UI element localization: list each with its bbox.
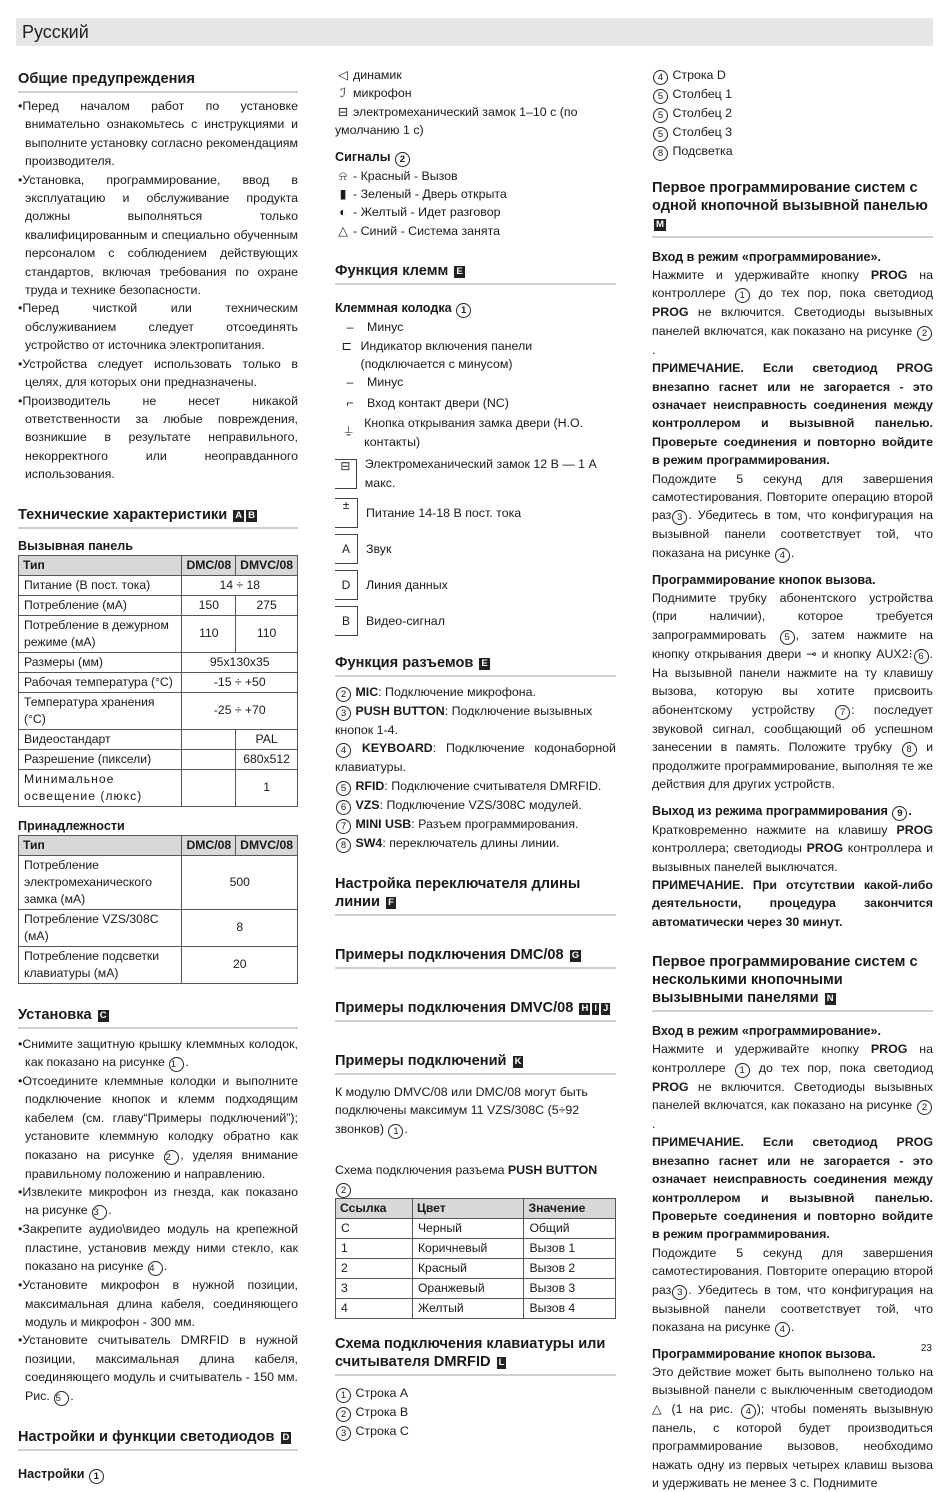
column-1 [18, 66, 298, 1484]
list-item: • Устройства следует использовать только в целях, для которых они предназначены. [18, 355, 298, 392]
programming-multi-title: Первое программирование систем с несколькими кнопочными вызывными панелями N [652, 949, 933, 1012]
settings-subtitle: Настройки 1 [18, 1465, 298, 1484]
terminal-item: B Видео-сигнал [335, 606, 616, 636]
terminal-item: D Линия данных [335, 570, 616, 600]
table-row: 1 Коричневый Вызов 1 [336, 1238, 616, 1258]
microphone-icon: ℐ [340, 86, 346, 101]
table-row: Рабочая температура (°C) -15 ÷ +50 [19, 672, 298, 692]
table-row: Размеры (мм) 95x130x35 [19, 652, 298, 672]
connector-item: 4 KEYBOARD: Подключение кодонаборной клавиатуры. [335, 741, 616, 775]
keyboard-pin-item: 1 Строка A [335, 1384, 616, 1403]
signal-item: ⍾ - Красный - Вызов [335, 167, 616, 185]
list-item: • Установите считыватель DMRFID в нужной позиции, максимальная длина кабеля, соединяющего модуль и считыватель - 150 мм. Рис. 5 . [18, 1331, 298, 1405]
terminal-item: ± Питание 14-18 В пост. тока [335, 498, 616, 528]
table-header: DMC/08 [182, 835, 236, 855]
tag-k: K [514, 1055, 522, 1067]
accessories-table [18, 835, 298, 984]
enter-programming-text: Нажмите и удерживайте кнопку PROG на контроллере 1 до тех пор, пока светодиод PROG не включится. Светодиоды вызывных панелей включатся, как показано на рисунке 2. [652, 268, 933, 357]
table-header: DMVC/08 [236, 555, 298, 575]
connector-item: 2 MIC: Подключение микрофона. [335, 683, 616, 702]
enter-programming-wait: Подождите 5 секунд для завершения самотестирования. Повторите операцию второй раз 3 . Убедитесь в том, что конфигурация на вызывной панели соответствует той, что показана на рисунке 4 . [652, 471, 933, 561]
table-row: Потребление VZS/308C (мА) 8 [19, 909, 298, 946]
table-row: 4 Желтый Вызов 4 [336, 1298, 616, 1318]
keyboard-pin-item: 8 Подсветка [652, 142, 933, 161]
table-header: DMC/08 [182, 555, 236, 575]
aux-icon: ⁝ [908, 646, 913, 661]
panel-subtitle: Вызывная панель [18, 538, 134, 553]
connector-item: 8 SW4: переключатель длины линии. [335, 834, 616, 853]
key-icon: ⊸ [806, 646, 817, 661]
terminal-item: – Минус [346, 375, 404, 390]
enter-programming-text-2: Нажмите и удерживайте кнопку PROG на контроллере 1 до тех пор, пока светодиод PROG не включится. Светодиоды вызывных панелей включатся, как показано на рисунке 2. [652, 1042, 933, 1131]
keyboard-pin-item: 5 Столбец 3 [652, 123, 933, 142]
examples-dmvc-title: Примеры подключения DMVC/08 H I J [335, 995, 616, 1022]
tag-g: G [571, 949, 580, 961]
table-row: Температура хранения (°C) -25 ÷ +70 [19, 692, 298, 729]
list-item: • Перед началом работ по установке внимательно ознакомьтесь с инструкциями и выполните установку согласно рекомендациям производителя. [18, 97, 298, 171]
list-item: • Закрепите аудио\видео модуль на крепежной пластине, установив между ними стекло, как показано на рисунке 4 . [18, 1220, 298, 1276]
tag-c: C [99, 1009, 107, 1021]
tag-n: N [826, 993, 834, 1005]
examples-title: Примеры подключений K [335, 1048, 616, 1075]
call-programming-text-2: Это действие может быть выполнено только на вызывной панели с выключенным светодиодом △ (1 на рис. 4 ); чтобы поменять вызывную панель, с которой будет производиться программирование вызовов, необходимо нажать одну из первых четырех клавиш вызова и удерживать не менее 3 с. Поднимите [652, 1365, 933, 1491]
terminal-item: ⏚ Кнопка открывания замка двери (Н.О. контакты) [342, 416, 584, 449]
call-programming-title: Программирование кнопок вызова. [652, 572, 876, 587]
tag-d: D [282, 1431, 290, 1443]
enter-programming-title: Вход в режим «программирование». [652, 250, 882, 264]
list-item: • Извлеките микрофон из гнезда, как показано на рисунке 3 . [18, 1183, 298, 1220]
speaker-icon: ◁ [338, 68, 348, 82]
installation-title: Установка C [18, 1002, 298, 1029]
push-button-table [335, 1198, 616, 1319]
installation-list [18, 1035, 298, 1406]
tag-m: M [656, 219, 664, 230]
legend-item: ◁ динамик [335, 66, 616, 84]
tag-b: B [248, 509, 256, 521]
exit-programming-text: Кратковременно нажмите на клавишу PROG контроллера; светодиоды PROG контроллера и вызывных панелей выключатся. [652, 822, 933, 874]
list-item: • Отсоедините клеммные колодки и выполните подключение кнопок и клемм подходящим кабелем (см. главу“Примеры подключений”); установите клеммную колодку обратно как показано на рисунке 2 , уделяя внимание правильному положению и направлению. [18, 1072, 298, 1183]
list-item: • Перед чисткой или техническим обслуживанием следует отсоединять устройство от источника электропитания. [18, 299, 298, 354]
connector-item: 6 VZS: Подключение VZS/308C модулей. [335, 796, 616, 815]
general-warnings-title: Общие предупреждения [18, 66, 298, 93]
table-header: DMVC/08 [236, 835, 298, 855]
connector-item: 7 MINI USB: Разъем программирования. [335, 815, 616, 834]
table-row: C Черный Общий [336, 1218, 616, 1238]
table-row: Потребление электромеханического замка (мА) 500 [19, 855, 298, 909]
keyboard-pin-item: 3 Строка C [335, 1422, 616, 1441]
legend-item: ℐ микрофон [335, 84, 616, 102]
talk-icon: ◐ [339, 205, 347, 220]
table-row: Разрешение (пиксели) 680x512 [19, 749, 298, 769]
connectors-title: Функция разъемов E [335, 650, 616, 677]
terminal-item: ⌐ Вход контакт двери (NC) [346, 395, 509, 410]
table-header: Значение [524, 1198, 616, 1218]
connector-item: 5 RFID: Подключение считывателя DMRFID. [335, 777, 616, 796]
keyboard-wiring-title: Схема подключения клавиатуры или считывателя DMRFID L [335, 1331, 616, 1376]
terminal-item: – Минус [346, 320, 404, 335]
list-item: • Установка, программирование, ввод в эксплуатацию и обслуживание продукта должны выполняться только квалифицированным и специально обученным персоналом с соблюдением действующих стандартов, включая требования по охране труда и технике безопасности. [18, 171, 298, 300]
tag-a: A [235, 509, 243, 521]
terminal-item: ⊏ Индикатор включения панели (подключается с минусом) [341, 338, 533, 372]
list-item: • Установите микрофон в нужной позиции, максимальная длина кабеля, соединяющего модуль и микрофон - 300 мм. [18, 1276, 298, 1331]
terminal-item: A Звук [335, 534, 616, 564]
table-header: Ссылка [336, 1198, 413, 1218]
busy-icon: △ [652, 1401, 665, 1416]
exit-programming-note: ПРИМЕЧАНИЕ. При отсутствии какой-либо деятельности, процедура закончится автоматически через 30 минут. [652, 877, 933, 929]
terminals-title: Функция клемм E [335, 258, 616, 285]
connector-item: 3 PUSH BUTTON: Подключение вызывных кнопок 1-4. [335, 703, 593, 737]
programming-single-title: Первое программирование систем с одной кнопочной вызывной панелью M [652, 175, 933, 238]
keyboard-pin-item: 5 Столбец 2 [652, 104, 933, 123]
table-row: 2 Красный Вызов 2 [336, 1258, 616, 1278]
table-row: Потребление (мА) 150 275 [19, 595, 298, 615]
tag-l: L [498, 1356, 505, 1368]
signal-item: △ - Синий - Система занята [335, 222, 616, 240]
tag-e: E [456, 266, 463, 278]
push-button-caption: Схема подключения разъема PUSH BUTTON 2 [335, 1162, 598, 1196]
table-row: Потребление в дежурном режиме (мА) 110 110 [19, 615, 298, 652]
page-number: 23 [920, 1343, 932, 1354]
leds-title: Настройки и функции светодиодов D [18, 1424, 298, 1451]
table-row: Питание (В пост. тока) 14 ÷ 18 [19, 575, 298, 595]
table-row: 3 Оранжевый Вызов 3 [336, 1278, 616, 1298]
signal-item: ◐ - Желтый - Идет разговор [335, 203, 616, 221]
enter-programming-wait-2: Подождите 5 секунд для завершения самотестирования. Повторите операцию второй раз 3 . Убедитесь в том, что конфигурация на вызывной панели соответствует той, что показана на рисунке 4 . [652, 1245, 933, 1336]
busy-icon: △ [338, 223, 348, 238]
enter-programming-title-2: Вход в режим «программирование». [652, 1024, 882, 1039]
call-programming-text: Поднимите трубку абонентского устройства (при наличии), которое требуется запрограммировать 5 , затем нажмите на кнопку открывания двери ⊸ и кнопку AUX2⁝ 6 . На вызывной панели нажмите на ту клавишу вызова, которую вы хотите присвоить абонентскому устройству 7 : последует звуковой сигнал, сообщающий об успешном занесении в память. Положите трубку 8 и продолжите программирование, выполняя те же действия для других устройств. [652, 590, 934, 792]
tech-specs-title: Технические характеристики A B [18, 502, 298, 529]
keyboard-pin-item: 2 Строка B [335, 1403, 616, 1422]
keyboard-pin-item: 5 Столбец 1 [652, 85, 933, 104]
table-header: Тип [19, 835, 182, 855]
examples-dmc-title: Примеры подключения DMC/08 G [335, 942, 616, 969]
table-row: Видеостандарт PAL [19, 729, 298, 749]
column-3 [652, 66, 933, 1492]
signals-title: Сигналы 2 [335, 148, 616, 167]
exit-programming-title: Выход из режима программирования 9 . [652, 803, 912, 819]
examples-text: К модулю DMVC/08 или DMC/08 могут быть подключены максимум 11 VZS/308C (5÷92 звонков) 1 . [335, 1084, 588, 1137]
legend-item: ⊟ электромеханический замок 1–10 с (по умолчанию 1 с) [335, 104, 578, 138]
general-warnings-list [18, 97, 298, 484]
panel-specs-table [18, 555, 298, 807]
table-row: Минимальное освещение (люкс) 1 [19, 769, 298, 806]
bell-icon: ⍾ [338, 168, 348, 183]
list-item: • Снимите защитную крышку клеммных колодок, как показано на рисунке 1 . [18, 1035, 298, 1072]
lock-icon: ⊟ [337, 104, 349, 119]
call-programming-title-2: Программирование кнопок вызова. [652, 1347, 876, 1362]
keyboard-pin-item: 4 Строка D [652, 66, 933, 85]
door-icon: ▮ [339, 187, 347, 202]
connectors-list [335, 683, 616, 853]
table-row: Потребление подсветки клавиатуры (мА) 20 [19, 946, 298, 983]
terminal-list [335, 318, 616, 636]
terminal-item: ⊟ Электромеханический замок 12 В — 1 А макс. [335, 455, 616, 492]
language-header [16, 18, 933, 46]
accessories-subtitle: Принадлежности [18, 818, 125, 833]
enter-programming-note: ПРИМЕЧАНИЕ. Если светодиод PROG внезапно гаснет или не загорается - это означает неисправность соединения между контроллером и вызывной панелью. Проверьте соединения и повторно войдите в режим программирования. [652, 361, 933, 468]
signal-item: ▮ - Зеленый - Дверь открыта [335, 185, 616, 203]
tag-e: E [481, 657, 488, 669]
terminal-block-subtitle: Клеммная колодка 1 [335, 299, 616, 318]
table-header: Цвет [412, 1198, 524, 1218]
list-item: • Производитель не несет никакой ответственности за любые повреждения, возникшие в результате неправильного, некорректного или неоправданного использования. [18, 392, 298, 484]
language-label: Русский [22, 22, 89, 42]
table-header: Тип [19, 555, 182, 575]
column-2 [335, 66, 616, 1441]
tag-f: F [388, 896, 394, 908]
enter-programming-note-2: ПРИМЕЧАНИЕ. Если светодиод PROG внезапно гаснет или не загорается - это означает неисправность соединения между контроллером и вызывной панелью. Проверьте соединения и повторно войдите в режим программирования. [652, 1135, 933, 1242]
switch-title: Настройка переключателя длины линии F [335, 871, 616, 916]
